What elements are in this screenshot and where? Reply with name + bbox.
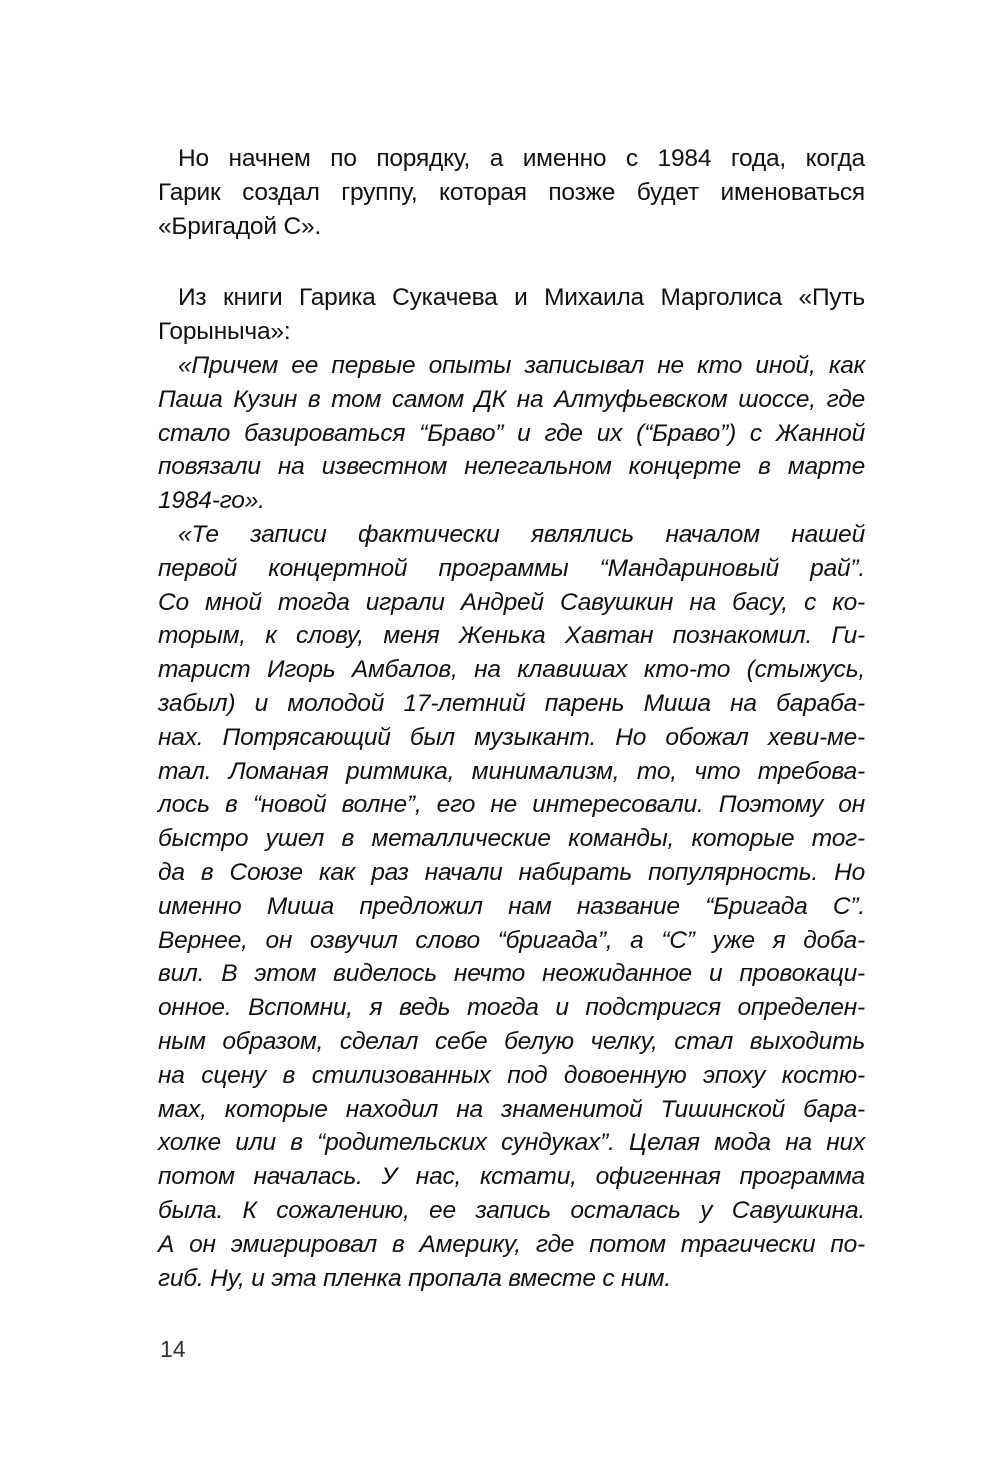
text-line: онное. Вспомни, я ведь тогда и подстригся определен- bbox=[158, 994, 865, 1022]
text-line: А он эмигрировал в Америку, где потом трагически по- bbox=[158, 1230, 865, 1258]
text-line: повязали на известном нелегальном концерте в марте bbox=[158, 453, 865, 481]
paragraph bbox=[158, 142, 865, 243]
text-line: забыл) и молодой 17-летний парень Миша на бараба- bbox=[158, 689, 865, 717]
text-line: «Бригадой С». bbox=[158, 212, 321, 240]
text-line: «Причем ее первые опыты записывал не кто иной, как bbox=[178, 351, 865, 379]
text-line: лось в “новой волне”, его не интересовали. Поэтому он bbox=[158, 791, 865, 819]
text-line: Горыныча»: bbox=[158, 318, 291, 346]
text-line: стало базироваться “Браво” и где их (“Браво”) с Жанной bbox=[158, 419, 865, 447]
text-line: да в Союзе как раз начали набирать популярность. Но bbox=[158, 858, 865, 886]
paragraph bbox=[158, 281, 865, 349]
text-line: Из книги Гарика Сукачева и Михаила Марголиса «Путь bbox=[178, 284, 865, 312]
text-line: Со мной тогда играли Андрей Савушкин на басу, с ко- bbox=[158, 588, 865, 616]
paragraph bbox=[158, 349, 865, 518]
text-line: мах, которые находил на знаменитой Тишинской бара- bbox=[158, 1095, 865, 1123]
page-number: 14 bbox=[160, 1336, 186, 1362]
text-line: Вернее, он озвучил слово “бригада”, а “С” уже я доба- bbox=[158, 926, 865, 954]
text-block bbox=[158, 142, 865, 1295]
text-line: была. К сожалению, ее запись осталась у Савушкина. bbox=[158, 1196, 865, 1224]
text-line: потом началась. У нас, кстати, офигенная программа bbox=[158, 1163, 865, 1191]
paragraph bbox=[158, 518, 865, 1295]
text-line: 1984-го». bbox=[158, 487, 265, 515]
text-line: первой концертной программы “Мандариновый рай”. bbox=[158, 554, 865, 582]
text-line: торым, к слову, меня Женька Хавтан познакомил. Ги- bbox=[158, 622, 865, 650]
text-line: Но начнем по порядку, а именно с 1984 года, когда bbox=[178, 145, 865, 172]
text-line: быстро ушел в металлические команды, которые тог- bbox=[158, 825, 865, 853]
text-line: тал. Ломаная ритмика, минимализм, то, что требова- bbox=[158, 757, 865, 785]
text-line: нах. Потрясающий был музыкант. Но обожал хеви-ме- bbox=[158, 723, 865, 751]
text-line: Паша Кузин в том самом ДК на Алтуфьевском шоссе, где bbox=[158, 385, 865, 413]
text-line: именно Миша предложил нам название “Бригада С”. bbox=[158, 892, 865, 920]
text-line: «Те записи фактически являлись началом нашей bbox=[178, 520, 865, 548]
text-line: холке или в “родительских сундуках”. Целая мода на них bbox=[158, 1129, 865, 1157]
text-line: Гарик создал группу, которая позже будет именоваться bbox=[158, 178, 865, 206]
text-line: вил. В этом виделось нечто неожиданное и провокаци- bbox=[158, 960, 865, 988]
text-line: на сцену в стилизованных под довоенную эпоху костю- bbox=[158, 1061, 865, 1089]
text-line: ным образом, сделал себе белую челку, стал выходить bbox=[158, 1027, 865, 1055]
text-line: гиб. Ну, и эта пленка пропала вместе с ним. bbox=[158, 1264, 671, 1292]
text-line: тарист Игорь Амбалов, на клавишах кто-то (стыжусь, bbox=[158, 656, 865, 684]
